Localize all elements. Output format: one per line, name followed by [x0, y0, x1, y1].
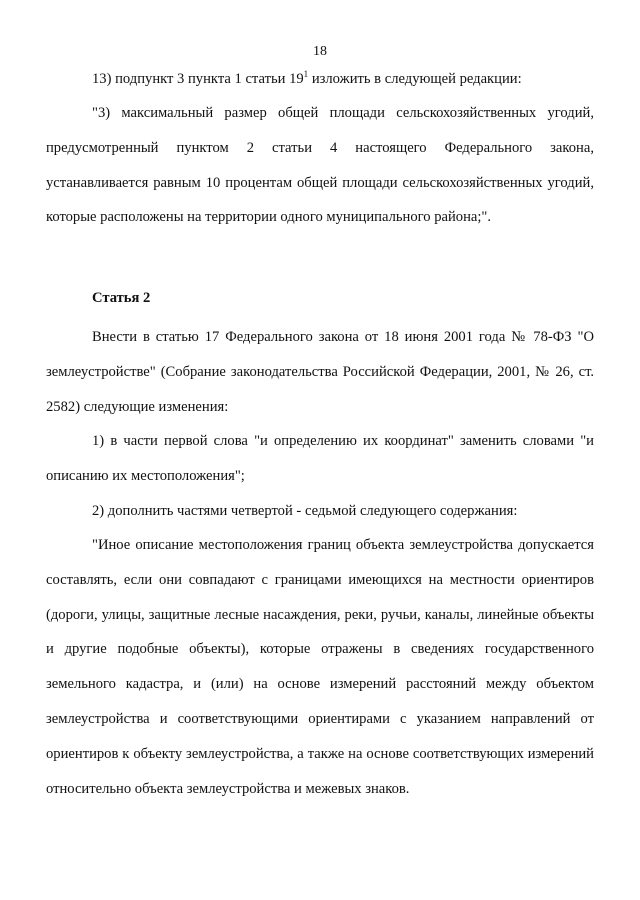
item-13-quote-paragraph: "3) максимальный размер общей площади сельскохозяйственных угодий, предусмотренный пунктом 2 статьи 4 настоящего Федерального закона, устанавливается равным 10 процентам общей площади сельскохозяйственных угодий, которые расположены на территории одного муниципального района;". — [46, 105, 594, 226]
article-2-item-1-paragraph: 1) в части первой слова "и определению их координат" заменить словами "и описанию их местоположения"; — [46, 433, 594, 484]
article-2-intro-paragraph: Внести в статью 17 Федерального закона от 18 июня 2001 года № 78-ФЗ "О землеустройстве" (Собрание законодательства Российской Федерации, 2001, № 26, ст. 2582) следующие изменения: — [46, 329, 594, 415]
item-13-superscript: 1 — [303, 69, 309, 80]
page-number: 18 — [313, 44, 327, 59]
article-2-heading: Статья 2 — [92, 290, 151, 306]
item-13-paragraph — [46, 62, 594, 97]
item-13-prefix: 13) подпункт 3 пункта 1 статьи 19 — [92, 71, 304, 87]
article-2-quote-paragraph: "Иное описание местоположения границ объекта землеустройства допускается составлять, если они совпадают с границами имеющихся на местности ориентиров (дороги, улицы, защитные лесные насаждения, реки, ручьи, каналы, линейные объекты и другие подобные объекты), которые отражены в сведениях государственного земельного кадастра, и (или) на основе измерений расстояний между объектом землеустройства и соответствующими ориентирами с указанием направлений от ориентиров к объекту землеустройства, а также на основе соответствующих измерений относительно объекта землеустройства и межевых знаков. — [46, 537, 594, 797]
article-2-item-2-paragraph: 2) дополнить частями четвертой - седьмой следующего содержания: — [92, 503, 518, 519]
item-13-suffix: изложить в следующей редакции: — [308, 71, 522, 87]
